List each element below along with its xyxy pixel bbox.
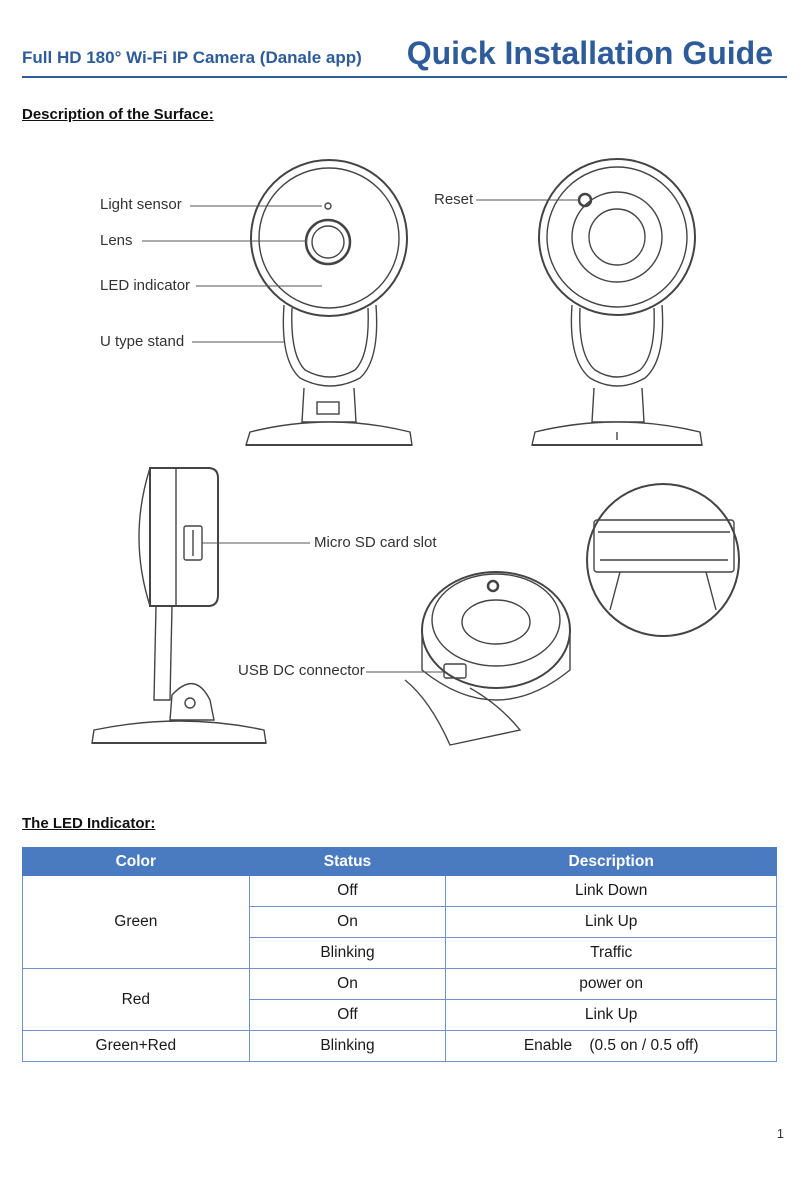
- surface-section-title: Description of the Surface:: [22, 106, 214, 123]
- label-led-indicator: LED indicator: [100, 277, 191, 294]
- status-cell: Off: [249, 1000, 446, 1031]
- led-section-title: The LED Indicator:: [22, 815, 156, 832]
- label-lens: Lens: [100, 232, 133, 249]
- table-row: [23, 876, 777, 907]
- side-view-camera: [92, 468, 266, 743]
- column-header-status: Status: [249, 848, 446, 876]
- document-title: Quick Installation Guide: [406, 35, 773, 71]
- front-view-camera: [246, 160, 412, 445]
- description-cell: Link Down: [446, 876, 777, 907]
- table-row: [23, 1031, 777, 1062]
- label-reset: Reset: [434, 191, 474, 208]
- led-indicator-table: [22, 847, 777, 1062]
- product-name: Full HD 180° Wi-Fi IP Camera (Danale app): [22, 48, 362, 67]
- column-header-color: Color: [23, 848, 250, 876]
- description-cell: Traffic: [446, 938, 777, 969]
- label-usb-dc-connector: USB DC connector: [238, 662, 365, 679]
- camera-illustration: [0, 140, 808, 770]
- page-number: 1: [776, 1126, 784, 1141]
- top-view-camera: [405, 572, 570, 745]
- color-cell-green-red: Green+Red: [23, 1031, 250, 1062]
- status-cell: On: [249, 969, 446, 1000]
- back-view-camera: [532, 159, 702, 445]
- page-header: [22, 30, 787, 78]
- description-cell: Link Up: [446, 1000, 777, 1031]
- status-cell: On: [249, 907, 446, 938]
- label-light-sensor: Light sensor: [100, 196, 182, 213]
- status-cell: Blinking: [249, 938, 446, 969]
- status-cell: Off: [249, 876, 446, 907]
- label-micro-sd-card-slot: Micro SD card slot: [314, 534, 437, 551]
- status-cell: Blinking: [249, 1031, 446, 1062]
- label-u-type-stand: U type stand: [100, 333, 185, 350]
- column-header-description: Description: [446, 848, 777, 876]
- description-cell: Enable (0.5 on / 0.5 off): [446, 1031, 777, 1062]
- table-row: [23, 969, 777, 1000]
- color-cell-red: Red: [23, 969, 250, 1031]
- color-cell-green: Green: [23, 876, 250, 969]
- description-cell: Link Up: [446, 907, 777, 938]
- table-header-row: [23, 848, 777, 876]
- description-cell: power on: [446, 969, 777, 1000]
- detail-view-circle: [587, 484, 739, 636]
